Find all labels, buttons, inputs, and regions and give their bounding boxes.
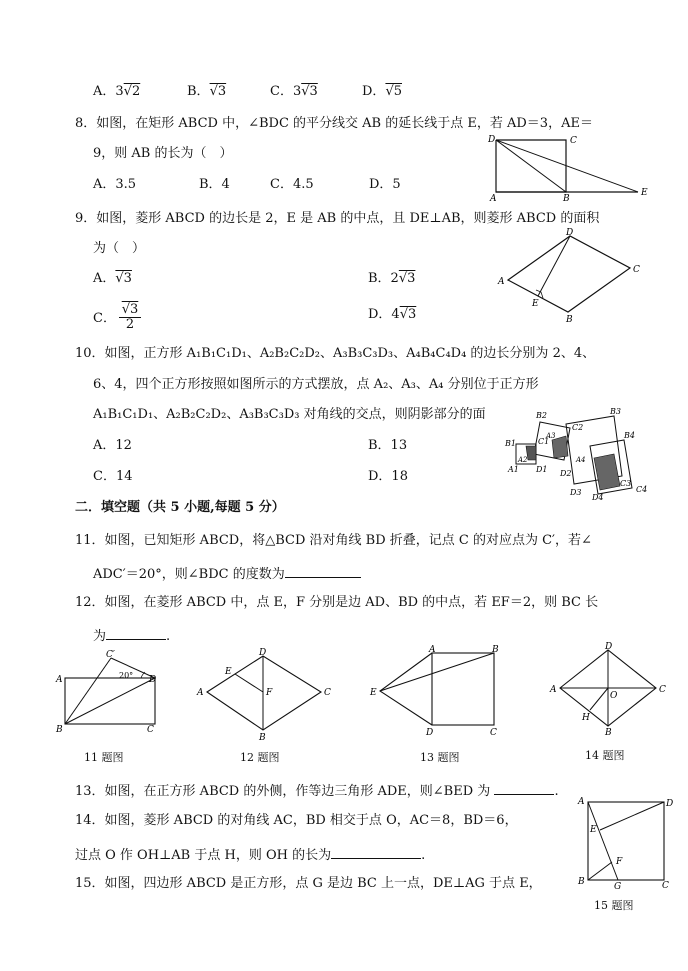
q13-answer-blank[interactable] xyxy=(494,780,554,795)
fig14-label-c: C xyxy=(659,685,666,695)
q7-option-a: A．3√2 xyxy=(93,84,141,99)
q10-label-b1: B1 xyxy=(505,439,516,448)
fig14-label-o: O xyxy=(610,691,618,701)
q10-label-c1: C1 xyxy=(538,437,550,446)
fig15-label-b: B xyxy=(578,877,585,887)
q10-option-d: D．18 xyxy=(368,469,408,484)
fig11 xyxy=(55,648,167,740)
q9-label-c: C xyxy=(633,265,640,275)
q8-label-a: A xyxy=(490,194,497,202)
fig15-caption: 15 题图 xyxy=(594,899,634,912)
q8-label-e: E xyxy=(641,188,648,198)
q11-answer-blank[interactable] xyxy=(285,563,361,578)
q10-label-a4: A4 xyxy=(576,456,586,464)
q12-stem-line2: 为 . xyxy=(93,625,170,646)
q9-option-d: D．4√3 xyxy=(368,307,417,322)
q10-option-c: C．14 xyxy=(93,469,133,484)
q7-option-c: C．3√3 xyxy=(270,84,318,99)
fig13-label-d: D xyxy=(426,728,434,737)
q10-figure xyxy=(500,406,660,500)
q8-option-d: D．5 xyxy=(369,177,401,192)
q8-label-b: B xyxy=(563,194,570,202)
fig11-angle-label: 20° xyxy=(119,671,134,680)
q7-option-d: D．√5 xyxy=(362,84,402,99)
q10-label-c2: C2 xyxy=(572,423,584,432)
fig11-label-b: B xyxy=(56,725,63,735)
q10-label-c4: C4 xyxy=(636,485,648,494)
fig14 xyxy=(548,640,668,736)
fig12-label-a: A xyxy=(197,688,204,698)
fig14-caption: 14 题图 xyxy=(585,749,625,762)
q10-label-d2: D2 xyxy=(560,469,572,478)
q8-option-a: A．3.5 xyxy=(93,177,137,192)
fig12-label-e: E xyxy=(225,667,232,677)
fig12 xyxy=(195,648,343,742)
q8-figure xyxy=(488,132,658,202)
q8-option-b: B．4 xyxy=(199,177,230,192)
q9-label-a: A xyxy=(498,277,505,287)
q8-label-d: D xyxy=(488,135,496,145)
q10-label-a2: A2 xyxy=(518,456,528,464)
fig11-label-d: D xyxy=(149,675,157,685)
q9-figure xyxy=(494,226,644,322)
q10-stem-line3: A₁B₁C₁D₁、A₂B₂C₂D₂、A₃B₃C₃D₃ 对角线的交点，则阴影部分的面 xyxy=(93,407,486,422)
q10-label-b4: B4 xyxy=(624,431,635,440)
q10-label-a3: A3 xyxy=(546,432,556,440)
fig13-caption: 13 题图 xyxy=(420,751,460,764)
fig13-label-c: C xyxy=(490,728,497,737)
fig13-label-b: B xyxy=(492,645,499,655)
q10-option-b: B．13 xyxy=(368,438,408,453)
q10-label-b2: B2 xyxy=(536,411,547,420)
fig14-label-a: A xyxy=(550,685,557,695)
q10-label-d1: D1 xyxy=(536,465,548,474)
fig12-label-d: D xyxy=(259,648,267,658)
fig14-label-d: D xyxy=(605,642,613,652)
q8-label-c: C xyxy=(570,136,577,146)
q10-label-b3: B3 xyxy=(610,407,621,416)
q10-label-a1: A1 xyxy=(508,465,519,474)
q10-stem-line2: 6、4，四个正方形按照如图所示的方式摆放，点 A₂、A₃、A₄ 分别位于正方形 xyxy=(93,377,539,392)
q9-option-a: A．√3 xyxy=(93,271,132,286)
q12-answer-blank[interactable] xyxy=(106,625,166,640)
fig15-label-d: D xyxy=(666,799,674,809)
fig13-label-a: A xyxy=(429,645,436,655)
q8-option-c: C．4.5 xyxy=(270,177,314,192)
q9-stem-line1: 9．如图，菱形 ABCD 的边长是 2，E 是 AB 的中点，且 DE⊥AB，则菱形 ABCD 的面积 xyxy=(75,211,600,226)
q9-label-e: E xyxy=(532,299,539,309)
q8-stem-line2: 9，则 AB 的长为（ ） xyxy=(93,146,233,161)
q14-answer-blank[interactable] xyxy=(331,844,421,859)
fig15 xyxy=(572,790,676,890)
q11-stem-line1: 11．如图，已知矩形 ABCD，将△BCD 沿对角线 BD 折叠，记点 C 的对应点为 C′，若∠ xyxy=(75,533,592,548)
q10-label-d3: D3 xyxy=(570,488,582,497)
fig14-label-h: H xyxy=(582,713,590,723)
q7-option-b: B．√3 xyxy=(187,84,227,99)
q10-option-a: A．12 xyxy=(93,438,132,453)
q12-stem-line1: 12．如图，在菱形 ABCD 中，点 E，F 分别是边 AD、BD 的中点，若 EF＝2，则 BC 长 xyxy=(75,595,599,610)
q11-stem-line2: ADC′＝20°，则∠BDC 的度数为 xyxy=(93,563,361,584)
fig12-label-c: C xyxy=(324,688,331,698)
fig13-label-e: E xyxy=(370,688,377,698)
fig15-label-f: F xyxy=(616,857,623,867)
q9-option-b: B．2√3 xyxy=(368,271,416,286)
fig11-label-a: A xyxy=(56,675,63,685)
section-title-fill-in: 二．填空题（共 5 小题,每题 5 分） xyxy=(75,500,285,515)
fig14-label-b: B xyxy=(605,728,612,736)
q14-stem-line2: 过点 O 作 OH⊥AB 于点 H，则 OH 的长为 . xyxy=(75,844,425,865)
fig11-label-cprime: C′ xyxy=(106,650,115,660)
fig15-label-g: G xyxy=(614,882,622,890)
q9-stem-line2: 为（ ） xyxy=(93,241,146,256)
fig15-label-a: A xyxy=(578,797,585,807)
fig13 xyxy=(368,645,508,737)
q14-stem-line1: 14．如图，菱形 ABCD 的对角线 AC，BD 相交于点 O，AC＝8，BD＝6， xyxy=(75,813,518,828)
q13-stem: 13．如图，在正方形 ABCD 的外侧，作等边三角形 ADE，则∠BED 为 . xyxy=(75,780,559,801)
q9-label-b: B xyxy=(566,315,573,322)
q10-label-c3: C3 xyxy=(620,479,632,488)
fig12-label-f: F xyxy=(266,688,273,698)
q9-label-d: D xyxy=(566,228,574,238)
fig11-caption: 11 题图 xyxy=(84,751,124,764)
q8-stem-line1: 8．如图，在矩形 ABCD 中，∠BDC 的平分线交 AB 的延长线于点 E，若 AD＝3，AE＝ xyxy=(75,116,593,131)
fig12-label-b: B xyxy=(259,733,266,742)
q10-stem-line1: 10．如图，正方形 A₁B₁C₁D₁、A₂B₂C₂D₂、A₃B₃C₃D₃、A₄B₄C₄D₄ 的边长分别为 2、4、 xyxy=(75,346,596,361)
fig12-caption: 12 题图 xyxy=(240,751,280,764)
fig11-label-c: C xyxy=(147,725,154,735)
q10-label-d4: D4 xyxy=(592,493,604,500)
fig15-label-c: C xyxy=(662,881,669,890)
q15-stem: 15．如图，四边形 ABCD 是正方形，点 G 是边 BC 上一点，DE⊥AG 于点 E， xyxy=(75,876,542,891)
fig15-label-e: E xyxy=(590,825,597,835)
